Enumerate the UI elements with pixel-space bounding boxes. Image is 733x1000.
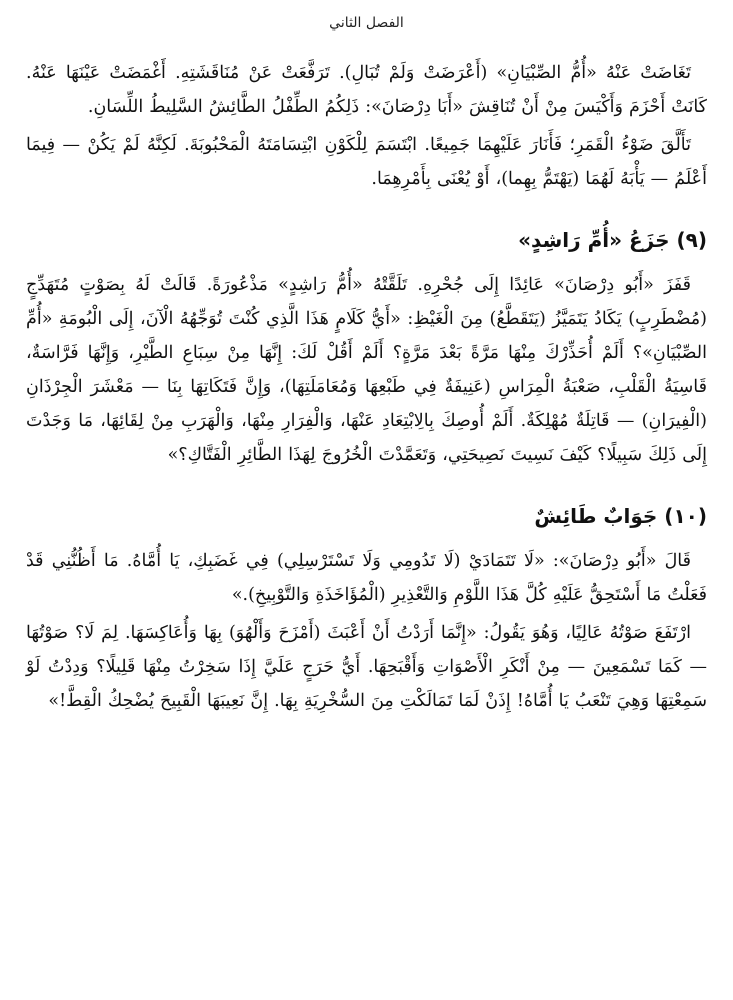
paragraph: تَأَلَّقَ ضَوْءُ الْقَمَرِ؛ فَأَنَارَ عَلَيْهِمَا جَمِيعًا. ابْتَسَمَ لِلْكَوْنِ ابْتِسَامَتَهُ الْمَحْبُوبَةَ. لَكِنَّهُ لَمْ يَكُنْ — فِيمَا أَعْلَمُ — يَأْبَهُ لَهُمَا (يَهْتَمُّ بِهِما)، أَوْ يُعْنَى بِأَمْرِهِمَا. xyxy=(26,135,707,189)
paragraph: قَالَ «أَبُو دِرْصَانَ»: «لَا تَتَمَادَيْ (لَا تَدُومِي وَلَا تَسْتَرْسِلِي) فِي غَضَبِكِ، يَا أُمَّاهُ. مَا أَظُنُّنِي قَدْ فَعَلْتُ مَا أَسْتَحِقُّ عَلَيْهِ كُلَّ هَذَا اللَّوْمِ وَالتَّعْذِيرِ (الْمُؤَاخَذَةِ وَالتَّوْبِيخِ).» xyxy=(26,551,707,605)
section-10 xyxy=(26,502,707,718)
chapter-running-header: الفصل الثاني xyxy=(329,15,404,31)
section-heading: (٩) جَزَعُ «أُمِّ رَاشِدٍ» xyxy=(518,228,707,252)
paragraph: تَغَاضَتْ عَنْهُ «أُمُّ الصِّبْيَانِ» (أَعْرَضَتْ وَلَمْ تُبَالِ). تَرَفَّعَتْ عَنْ مُنَاقَشَتِهِ. أَغْمَضَتْ عَيْنَهَا عَنْهُ. كَانَتْ أَحْزَمَ وَأَكْيَسَ مِنْ أَنْ تُنَاقِشَ «أَبَا دِرْصَانَ»: ذَلِكُمُ الطِّفْلُ الطَّائِشُ السَّلِيطُ اللِّسَانِ. xyxy=(26,63,707,117)
section-9 xyxy=(26,226,707,472)
paragraph: ارْتَفَعَ صَوْتُهُ عَالِيًا، وَهُوَ يَقُولُ: «إِنَّمَا أَرَدْتُ أَنْ أَعْبَثَ (أَمْزَحَ وَأَلْهُوَ) بِهَا وَأُعَاكِسَهَا. لِمَ لَا؟ صَوْتُهَا — كَمَا تَسْمَعِينَ — مِنْ أَنْكَرِ الْأَصْوَاتِ وَأَقْبَحِهَا. أَيُّ حَرَجٍ عَلَيَّ إِذَا سَخِرْتُ مِنْهَا قَلِيلًا؟ وَدِدْتُ لَوْ سَمِعْتِهَا وَهِيَ تَنْعَبُ يَا أُمَّاهُ! إِذَنْ لَمَا تَمَالَكْتِ مِنَ السُّخْرِيَةِ بِهَا. إِنَّ نَعِيبَهَا الْقَبِيحَ يُضْحِكُ الْقِطَّ!» xyxy=(26,623,707,711)
section-heading: (١٠) جَوَابٌ طَائِشٌ xyxy=(534,504,707,528)
section-intro xyxy=(26,56,707,196)
paragraph: قَفَزَ «أَبُو دِرْصَانَ» عَائِدًا إِلَى جُحْرِهِ. تَلَقَّتْهُ «أُمُّ رَاشِدٍ» مَذْعُورَةً. قَالَتْ لَهُ بِصَوْتٍ مُتَهَدِّجٍ (مُضْطَرِبٍ) يَكَادُ يَتَمَيَّزُ (يَتَقَطَّعُ) مِنَ الْغَيْظِ: «أَيُّ كَلَامٍ هَذَا الَّذِي كُنْتَ تُوَجِّهُهُ الْآنَ، إِلَى الْبُومَةِ «أُمِّ الصِّبْيَانِ»؟ أَلَمْ أُحَذِّرْكَ مِنْهَا مَرَّةً بَعْدَ مَرَّةٍ؟ أَلَمْ أَقُلْ لَكَ: إِنَّهَا مِنْ سِبَاعِ الطَّيْرِ، وَإِنَّهَا فَرَّاسَةٌ، قَاسِيَةُ الْقَلْبِ، صَعْبَةُ الْمِرَاسِ (عَنِيفَةٌ فِي طَبْعِهَا وَمُعَامَلَتِهَا)، وَإِنَّ فَتَكَاتِهَا بِنَا — مَعْشَرَ الْجِرْذَانِ (الْفِيرَانِ) — قَاتِلَةٌ مُهْلِكَةٌ. أَلَمْ أُوصِكَ بِالِابْتِعَادِ عَنْهَا، وَالْفِرَارِ مِنْهَا، وَالْهَرَبِ مِنْ لِقَائِهَا، مَا وَجَدْتَ إِلَى ذَلِكَ سَبِيلًا؟ كَيْفَ نَسِيتَ نَصِيحَتِي، وَتَعَمَّدْتَ الْخُرُوجَ لِهَذَا الطَّائِرِ الْفَتَّاكِ؟» xyxy=(26,275,707,465)
